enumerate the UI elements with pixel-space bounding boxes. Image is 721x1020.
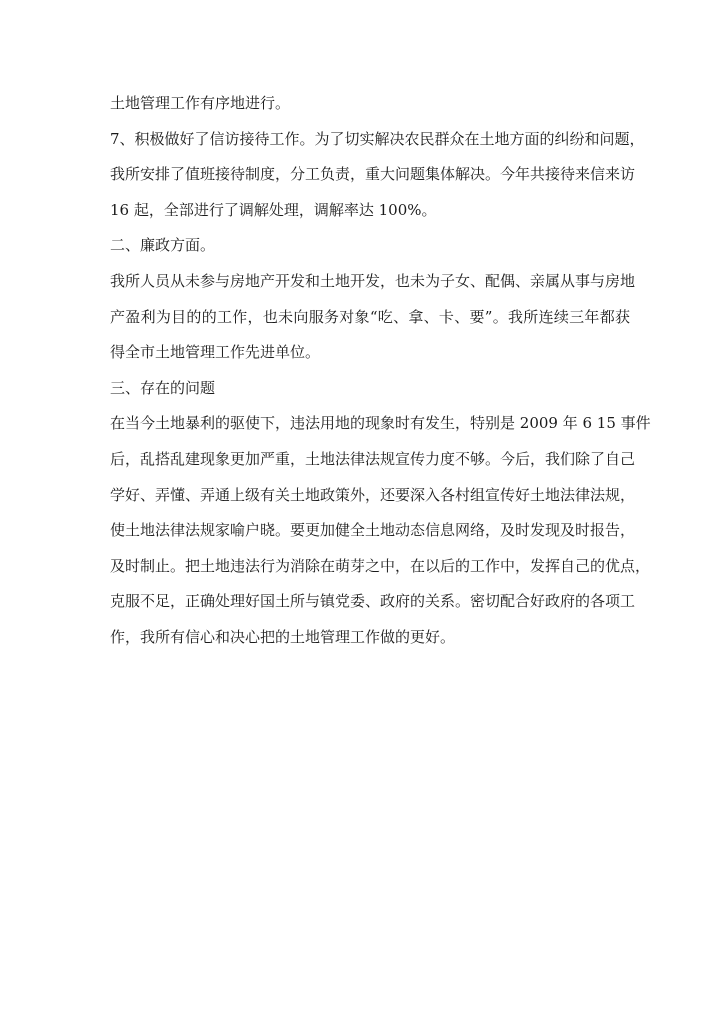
text-line: 16 起，全部进行了调解处理，调解率达 100%。 (110, 200, 437, 219)
text-line: 使土地法律法规家喻户晓。要更加健全土地动态信息网络，及时发现及时报告， (110, 521, 636, 540)
text-line: 产盈利为目的的工作，也未向服务对象“吃、拿、卡、要”。我所连续三年都获 (110, 307, 630, 326)
section-heading: 二、廉政方面。 (110, 236, 216, 255)
text-line: 得全市土地管理工作先进单位。 (110, 343, 321, 362)
text-line: 作，我所有信心和决心把的土地管理工作做的更好。 (110, 627, 456, 646)
text-line: 我所安排了值班接待制度，分工负责，重大问题集体解决。今年共接待来信来访 (110, 165, 636, 184)
text-line: 我所人员从未参与房地产开发和土地开发，也未为子女、配偶、亲属从事与房地 (110, 271, 636, 290)
text-line: 及时制止。把土地违法行为消除在萌芽之中，在以后的工作中，发挥自己的优点， (110, 556, 651, 575)
text-line: 土地管理工作有序地进行。 (110, 94, 291, 112)
text-line: 后，乱搭乱建现象更加严重，土地法律法规宣传力度不够。今后，我们除了自己 (110, 449, 636, 468)
text-line: 7、积极做好了信访接待工作。为了切实解决农民群众在土地方面的纠纷和问题， (110, 129, 645, 148)
section-heading: 三、存在的问题 (110, 378, 216, 397)
text-line: 学好、弄懂、弄通上级有关土地政策外，还要深入各村组宣传好土地法律法规， (110, 485, 636, 504)
document-body (110, 86, 651, 656)
text-line: 克服不足，正确处理好国土所与镇党委、政府的关系。密切配合好政府的各项工 (110, 592, 636, 611)
text-line: 在当今土地暴利的驱使下，违法用地的现象时有发生，特别是 2009 年 6 15 事件 (110, 414, 651, 433)
